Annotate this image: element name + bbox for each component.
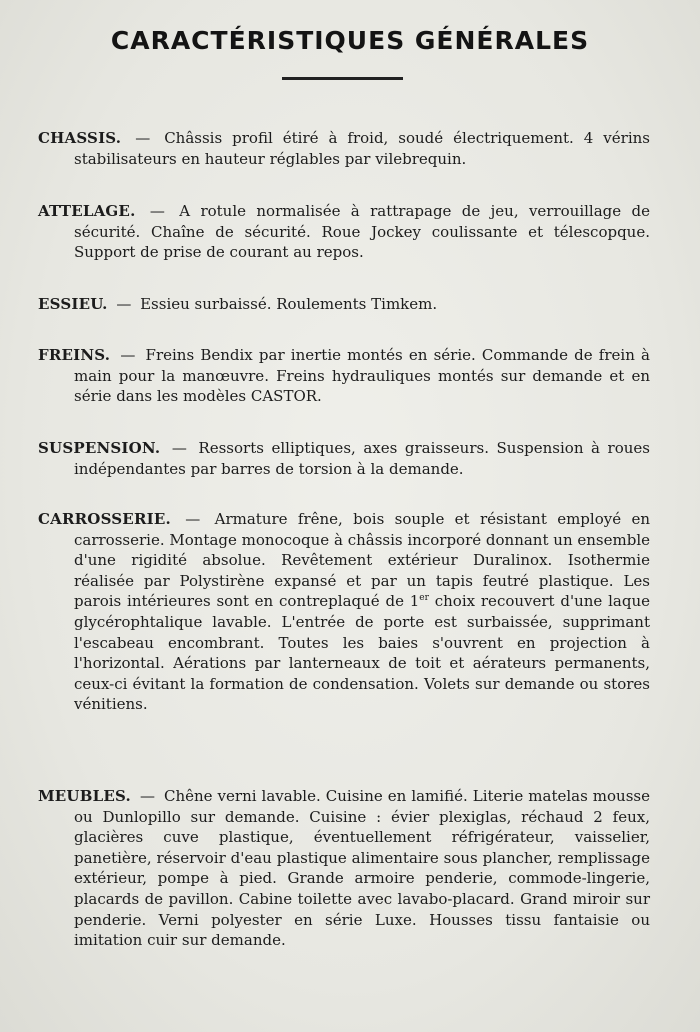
section-carrosserie xyxy=(38,509,650,715)
section-label: ATTELAGE. xyxy=(38,202,136,220)
title-underline-rule xyxy=(282,77,403,80)
section-dash: — xyxy=(120,346,136,364)
section-dash: — xyxy=(139,787,155,805)
section-label: MEUBLES. xyxy=(38,787,131,805)
section-label: CHASSIS. xyxy=(38,129,122,147)
section-dash: — xyxy=(135,129,151,147)
section-meubles xyxy=(38,786,650,951)
section-essieu xyxy=(38,294,650,315)
section-text-part-a: Armature frêne, bois souple et résistant employé en carrosserie. Montage monocoque à châssis incorporé donnant un ensemble d'une rigidité absolue. Revêtement extérieur Duralinox. Isothermie réalisée par Polystirène expansé et par un tapis feutré plastique. Les parois intérieures sont en contreplaqué de 1 xyxy=(74,510,650,611)
section-label: CARROSSERIE. xyxy=(38,510,171,528)
section-text-part-b: choix recouvert d'une laque glycérophtalique lavable. L'entrée de porte est surbaissée, supprimant l'escabeau encombrant. Toutes les baies s'ouvrent en projection à l'horizontal. Aérations par lanterneaux de toit et aérateurs permanents, ceux-ci évitant la formation de condensation. Volets sur demande ou stores vénitiens. xyxy=(74,592,650,714)
section-text: Freins Bendix par inertie montés en série. Commande de frein à main pour la manœuvre. Freins hydrauliques montés sur demande et en série dans les modèles CASTOR. xyxy=(74,346,650,406)
section-chassis xyxy=(38,128,650,169)
section-dash: — xyxy=(185,510,201,528)
page-title: CARACTÉRISTIQUES GÉNÉRALES xyxy=(110,26,590,55)
section-text: Chêne verni lavable. Cuisine en lamifié. Literie matelas mousse ou Dunlopillo sur demande. Cuisine : évier plexiglas, réchaud 2 feux, glacières cuve plastique, éventuellement réfrigérateur, vaisselier, panetière, réservoir d'eau plastique alimentaire sous plancher, remplissage extérieur, pompe à pied. Grande armoire penderie, commode-lingerie, placards de pavillon. Cabine toilette avec lavabo-placard. Grand miroir sur penderie. Verni polyester en série Luxe. Housses tissu fantaisie ou imitation cuir sur demande. xyxy=(74,787,650,950)
section-text: Châssis profil étiré à froid, soudé électriquement. 4 vérins stabilisateurs en hauteur réglables par vilebrequin. xyxy=(74,129,650,168)
section-text: A rotule normalisée à rattrapage de jeu, verrouillage de sécurité. Chaîne de sécurité. Roue Jockey coulissante et télescopque. Support de prise de courant au repos. xyxy=(74,202,650,262)
section-suspension xyxy=(38,438,650,479)
section-label: FREINS. xyxy=(38,346,111,364)
section-freins xyxy=(38,345,650,407)
section-dash: — xyxy=(171,439,187,457)
section-attelage xyxy=(38,201,650,263)
section-label: ESSIEU. xyxy=(38,295,108,313)
section-text: Ressorts elliptiques, axes graisseurs. Suspension à roues indépendantes par barres de torsion à la demande. xyxy=(74,439,650,478)
superscript-er: er xyxy=(419,593,429,604)
section-dash: — xyxy=(149,202,165,220)
section-dash: — xyxy=(116,295,132,313)
section-text: Essieu surbaissé. Roulements Timkem. xyxy=(140,295,438,313)
section-label: SUSPENSION. xyxy=(38,439,161,457)
